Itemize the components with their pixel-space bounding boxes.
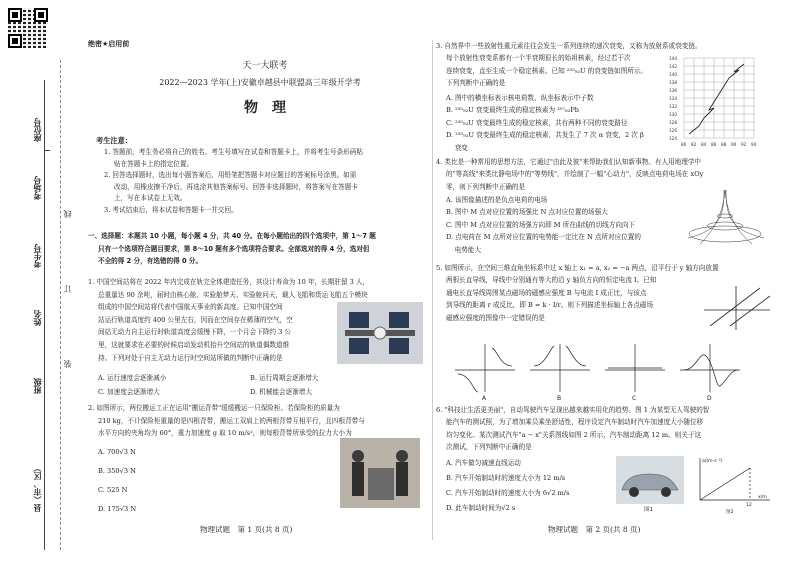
left-page-footer: 物理试题 第 1 页(共 8 页) (200, 525, 293, 534)
q5-line: 磁感应强度的图像中一定错误的是 (446, 313, 545, 322)
plot-label-b: B (557, 395, 562, 400)
q2-line: 水平方向的夹角均为 60°，重力加速度 g 取 10 m/s²，则每根背带所承受的拉力大小为 (98, 429, 352, 438)
q1-line: 里，这就要求在必要的时候启动发动机抬升空间站的轨道偶数道维 (98, 340, 290, 349)
county-label: 县（市、区） (33, 464, 42, 512)
seat-number-label: 座位号 (33, 118, 42, 142)
candidate-number-label: 考生号 (33, 244, 42, 268)
question-3 (436, 40, 702, 90)
exam-brand: 天一大联考 (242, 61, 288, 71)
class-label: 班级 (33, 378, 42, 394)
q4-line: 的"等高线"来类比静电场中的"等势线"，并绘制了一幅"心动力"，反映点电荷电场在 xOy (446, 170, 704, 179)
q6-line: 6. "科技让生活更美丽"，自动驾驶汽车呈现出越来越实用化的趋势。图 1 为某型无人驾驶的智 (436, 406, 710, 414)
q3-option: B. ²³⁵₉₂U 衰变最终生成的稳定核素为 ²⁰⁷₈₂Pb (446, 106, 580, 115)
q6-line: 次测试，下列判断中正确的是 (446, 443, 532, 452)
q1-option-d: D. 机械能会逐渐增大 (250, 388, 312, 396)
page-divider (432, 40, 433, 540)
y-tick: 142 (669, 64, 677, 69)
section1-line: 一、选择题：本题共 10 小题，每小题 4 分，共 40 分。在每小题给出的四个选项中，第 1～7 题 (88, 232, 376, 240)
q3-options (446, 92, 644, 154)
q4-option: B. 图中 M 点对应位置的场强比 N 点对应位置的场强大 (446, 208, 608, 217)
q4-line: 零，则下列判断中正确的是 (446, 182, 526, 191)
q6-options (446, 456, 569, 516)
q4-options (446, 194, 641, 256)
y-axis-label: a/(m·s⁻²) (702, 459, 723, 464)
space-station-figure (337, 302, 423, 364)
q1-line: 间站无动力自主运行时轨道高度会缓慢下降，一个月会下降约 3 公 (98, 328, 292, 337)
q5-line: 5. 如图所示，在空间三维直角坐标系中过 x 轴上 x₁ = a, x₂ = −a 两点，沿平行于 y 轴方向放置 (436, 264, 719, 272)
decay-chain-chart (668, 54, 768, 150)
q5-line: 两根长直导线，导线中分别通有等大的沿 y 轴负方向的恒定电流 I。已知 (446, 276, 657, 285)
subject-title: 物 理 (244, 100, 286, 116)
q1-line: 1. 中国空间站将在 2022 年内完成在轨完全体建造任务，其设计寿命为 10 年，长期驻留 3 人， (88, 278, 370, 286)
q2-option-d: D. 175√3 N (98, 505, 137, 513)
q3-option: D. ²³⁵₉₂U 衰变最终生成的稳定核素，共发生了 7 次 α 衰变，2 次 β (446, 131, 644, 140)
tick (44, 150, 50, 151)
qr-finder-top-right (34, 8, 48, 22)
q3-line: 每个放射性衰变系都有一个半衰期很长的始祖核素，经过若干次 (446, 54, 631, 63)
notice-line: 改动，用橡皮擦干净后，再选涂其他答案标号。回答非选择题时，将答案写在答题卡 (114, 182, 358, 191)
q5-line: 通电长直导线周围某点磁场的磁感应强度 B 与电流 I 成正比，与该点 (446, 288, 647, 297)
notice-line: 1. 答题前，考生务必将自己的姓名、考生号填写在试卷和答题卡上，并将考生号条形码粘 (104, 148, 363, 156)
potential-surface-figure (680, 186, 770, 248)
q2-option-a: A. 700√3 N (98, 448, 136, 456)
q5-line: 到导线的距离 r 成反比，即 B = k · I/r。则下列描述坐标轴上各点磁场 (446, 301, 654, 310)
x-tick: 84 (701, 142, 707, 147)
q3-option: 衰变 (446, 143, 468, 152)
notice-line: 2. 回答选择题时，选出每小题答案后，用铅笔把答题卡对应题目的答案标号涂黑。如需 (104, 171, 357, 179)
section1-line: 只有一个选项符合题目要求，第 8～10 题有多个选项符合要求。全部选对的得 4 分，选对但 (98, 244, 370, 253)
question-6 (436, 404, 709, 454)
x-tick: 86 (711, 142, 717, 147)
q6-option: C. 汽车开始制动时的速度大小为 6√2 m/s (446, 489, 570, 497)
question-5 (436, 262, 719, 324)
y-tick: 130 (669, 112, 677, 117)
q2-line: 210 kg，不计保险柜重量的是四根背带，搬运工双肩上的两根背带互相平行，且四根背带与 (98, 416, 365, 425)
q3-option: C. ²³⁵₉₂U 衰变最终生成的稳定核素，共有两种不同的衰变路径 (446, 118, 628, 127)
q4-line: 4. 类比是一种常用的思想方法，它通过"由此及彼"来帮助我们认知新事物。有人用地理学中 (436, 158, 702, 166)
question-4 (436, 156, 703, 193)
y-tick: 132 (669, 104, 677, 109)
exam-title: 2022—2023 学年(上)安徽卓越县中联盟高三年级开学考 (159, 78, 361, 87)
q1-line: 组成的中国空间站将代表中国航天事业的新高度。已知中国空间 (98, 303, 283, 312)
q3-line: 连续衰变，直至生成一个稳定核素。已知 ²³⁵₉₂U 的衰变链如图所示。 (446, 66, 647, 75)
wires-3d-figure (700, 282, 774, 332)
q1-option-c: C. 加速度会逐渐增大 (98, 388, 160, 396)
binding-word-line: 线 (63, 210, 72, 218)
plot-label-a: A (482, 395, 487, 400)
q2-option-b: B. 350√3 N (98, 467, 136, 475)
x-tick: 90 (731, 142, 737, 147)
y-tick: 144 (669, 56, 677, 61)
y-tick: 140 (669, 72, 677, 77)
q1-line: 持。下列对处于自主无动力运行时空间站所做的判断中正确的是 (98, 353, 283, 362)
binding-strip (0, 0, 80, 561)
q4-option: C. 图中 M 点对应位置的场强方向即 M 所在曲线的切线方向向下 (446, 220, 636, 229)
car-photo (616, 456, 684, 512)
porters-photo (340, 438, 420, 508)
q4-option: A. 该图像描述的是负点电荷的电场 (446, 196, 548, 204)
x-tick: 88 (721, 142, 727, 147)
q4-option: 电势能大 (446, 245, 482, 254)
name-label: 姓名 (33, 310, 42, 326)
right-page-footer: 物理试题 第 2 页(共 8 页) (548, 525, 641, 534)
x-value-label: 12 (746, 503, 752, 508)
notice-list (104, 147, 363, 216)
notice-line: 贴在答题卡上的指定位置。 (114, 159, 194, 168)
x-tick: 92 (741, 142, 747, 147)
acceleration-displacement-graph (690, 454, 774, 514)
x-tick: 80 (681, 142, 687, 147)
y-tick: 138 (669, 80, 677, 85)
q3-option: A. 图中的横坐标表示核电荷数，纵坐标表示中子数 (446, 94, 594, 102)
q6-line: 均匀变化。某次测试汽车"a − x"关系图线如图 2 所示，汽车制动距离 12 m。则关于这 (446, 430, 702, 439)
plot-label-d: D (707, 395, 712, 400)
secret-tag: 绝密★启用前 (88, 40, 130, 48)
notice-title: 考生注意： (96, 136, 132, 145)
exam-room-label: 考场号 (33, 176, 42, 200)
q3-line: 下列判断中正确的是 (446, 79, 506, 88)
binding-word-pack: 装 (63, 360, 72, 368)
plot-label-c: C (632, 395, 637, 400)
qr-finder-bottom-left (8, 34, 22, 48)
y-tick: 126 (669, 128, 677, 133)
x-axis-label: x/m (758, 495, 767, 500)
q4-option: D. 点电荷在 M 点所对应位置的电势能一定比在 N 点所对应位置的 (446, 233, 641, 242)
q1-line: 总重量达 90 余吨，届时由核心舱、实验舱梦天、实验舱问天，载人飞船和货运飞船五个模块 (98, 290, 368, 299)
q1-option-b: B. 运行周期会逐渐增大 (250, 374, 319, 382)
fig2-caption: 图2 (726, 510, 734, 514)
x-tick: 82 (691, 142, 697, 147)
q6-option: D. 此车制动时间为√2 s (446, 504, 516, 512)
section1-line: 不全的得 2 分，有选错的得 0 分。 (98, 257, 203, 265)
q2-option-c: C. 525 N (98, 486, 128, 494)
q2-line: 2. 如图所示，两位搬运工正在运用"搬运背带"缓缓搬运一只保险柜。若保险柜的质量为 (88, 404, 340, 412)
q5-option-plots (450, 340, 750, 400)
y-tick: 134 (669, 96, 677, 101)
qr-finder-top-left (8, 8, 22, 22)
binding-word-bind: 订 (63, 285, 72, 293)
q6-option: A. 汽车做匀减速直线运动 (446, 459, 521, 467)
x-tick: 94 (751, 142, 757, 147)
y-tick: 124 (669, 136, 677, 141)
question-1 (88, 276, 369, 364)
q6-option: B. 汽车开始制动时的速度大小为 12 m/s (446, 474, 566, 482)
y-tick: 136 (669, 88, 677, 93)
question-2 (88, 402, 365, 440)
fig1-caption: 图1 (644, 507, 653, 512)
q1-option-a: A. 运行速度会逐渐减小 (98, 374, 167, 382)
strip-line-cut (60, 60, 61, 550)
q6-line: 能汽车的测试照，为了增加乘员乘坐舒适性，程序设定汽车制动时汽车加速度大小随位移 (446, 418, 704, 427)
notice-line: 3. 考试结束后，将本试卷和答题卡一并交回。 (104, 205, 238, 214)
section1-instructions (88, 230, 376, 268)
y-tick: 128 (669, 120, 677, 125)
q3-line: 3. 自然界中一些放射性重元素往往会发生一系列连续的递次衰变，又称为放射系或衰变链。 (436, 42, 702, 50)
q1-line: 站运行轨道高度约 400 公里左右，因而在空间存在稀薄的空气，空 (98, 315, 293, 324)
notice-line: 上，写在本试卷上无效。 (114, 194, 187, 202)
